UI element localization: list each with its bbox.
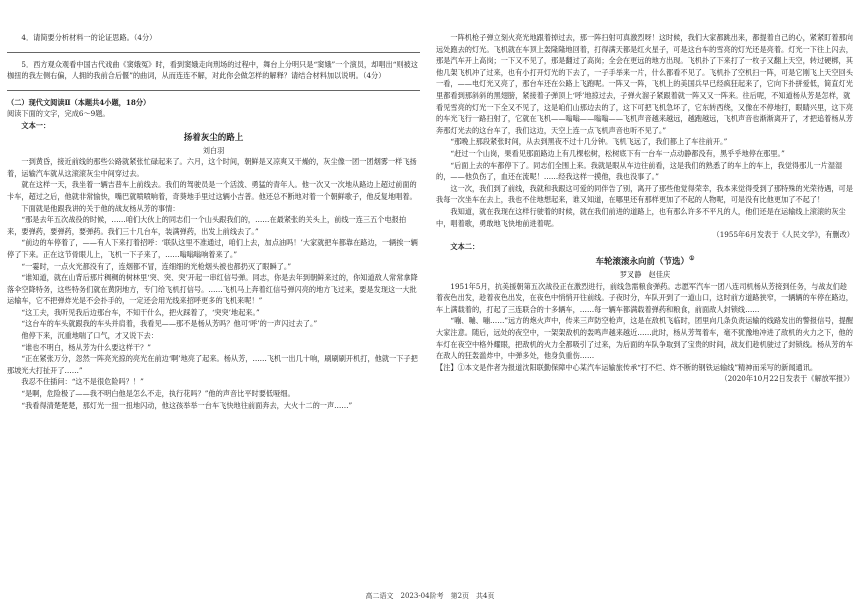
paragraph: 我忍不住插问：“这不是很危险吗？！”	[21, 377, 144, 387]
paragraph: “是啊，危险极了——我不明白他是怎么不走，执行花吗？”他的声音比平时要低哑细。	[21, 389, 295, 399]
paragraph: “这工夫，我听见我后边那台车，不知干什么，把火踩着了，‘突突’地起来。”	[21, 307, 260, 317]
paragraph: 一阵机枪子弹立刻火亮光地跟着掉过去，那一阵扫射可真激烈呀！这时候，我们大家都跳出来，都提着自己的心，紧紧盯着那向远处跑去的灯光。飞机就在车顶上轰隆隆地回着，打得满天都是红火星子，可是这台车的雪亮的灯光还是亮着。灯光一下往上闪去，那是汽车开上高岗；一下又不见了，那是翻过了高岗；全会在更远的地方出现。飞机扑了下来打了一枚子又翻上天空，转过硬梆，其他几架飞机冲了过来，也有小打开灯光的下去了，一子手举来一片，什么都看不见了。飞机扑了空机扫一阵，可是它刚飞上天空回头一看，——电灯光又亮了，那台车还在公路上飞跑呢。一阵又一阵，飞机上的美国兵早已经疯狂起来了，它向下扑拼爱低，简直灯光里都看到那斜斜的黑翅膀，紧接着子弹顶上‘呼’地掠过去，子弹火溜子紧跟着就一阵又又一阵来。往后呢，不知道杨从芳是怎样，就看见雪亮的灯光一下全又不见了，这是咱们山那边去的了，这下可把飞机急坏了，它东转西绕，又像在不停地打，眼睛兴里，这下亮的车光飞行一路扫射了，它就在飞机——嗡嗡——嗡嗡——飞机声音越来越远，越跑越远，飞机声音也渐渐离开了，才把追着杨从芳奔那灯光去的这台车了，我们这边，天空上连一点飞机声音也听不见了。”	[436, 33, 853, 135]
text1-body	[7, 156, 420, 411]
paragraph: “正在紧张万分，忽然一阵亮光掠的亮光在前边‘啊’地亮了起来。杨从芳，……飞机一出几十响，刷刷刷开机打，他就一下子把那坡光大打扯开了……”	[7, 354, 418, 375]
divider	[7, 90, 420, 91]
right-column	[436, 0, 854, 385]
paragraph: “后面上去的车都停下了。同志们全围上来。我就是眼从车边往前看，这是我们的熟悉了的车上的车上，我觉得那儿一片湿湿的，——他负伤了，血还在流呢！……经我这样一摸他，我也没事了。”	[436, 160, 843, 182]
paragraph: “嘣、嘣、嘣……”远方的炮火声中，传来三声防空枪声，这是在敌机飞临时，团里向几条负责运输的线路发出的警报信号，提醒大家注意。随后，远处的夜空中，一架架敌机的轰鸣声越来越近……此时，杨从芳驾着车，毫不犹豫地冲进了敌机的火力之下，他的车灯在夜空中格外耀眼，把敌机的火力全都吸引了过来，为后面的车队争取到了宝贵的时间，战友们趁机驶过了封锁线。杨从芳的车在敌人的狂轰滥炸中，中弹多处，他身负重伤……	[436, 316, 854, 361]
paragraph: 就在这样一天，我坐着一辆吉普车上前线去。我们的驾驶员是一个活泼、勇猛的青年人。他一次又一次地从路边上超过前面的卡车，超过之后，他就非常愉快，嘴巴就喷喷响着，奇葵地手里过这辆小吉普。他还总不断地对着一个朝鲜歌子，他反复地唱着。	[7, 180, 417, 201]
paragraph: “前边的车停着了，——有人下来打着招呼：‘联队这里不准通过，咱们上去，加点油吗！’大家就把车都靠在路边，一辆挨一辆停了下来。正在这节骨眼儿上，飞机一下子来了，……嗡嗡嗡响着来了。”	[7, 238, 418, 259]
left-column	[7, 0, 420, 411]
paragraph: “谁也不明白，杨从芳为什么要这样干？”	[21, 342, 151, 352]
text2-title	[436, 252, 854, 269]
text2-body	[436, 281, 854, 362]
paragraph: “这台车的车头就跟我的车头并肩着，我看见——那不是杨从芳吗？他可‘呼’的一声闪过去了。”	[21, 319, 318, 329]
paragraph: “赶过一个山岗，果看见那面路边上有几棵松树，松树底下有一台车一点动静都没有，黑乎乎地停在那里。”	[450, 148, 785, 158]
instruction: 阅读下面的文字，完成6～9题。	[7, 109, 110, 119]
text2-source: （2020年10月22日发表于《解放军报》）	[720, 374, 854, 384]
text1-source: （1955年6月发表于《人民文学》，有删改）	[712, 230, 854, 240]
section-heading: （二）现代文阅读Ⅱ（本题共4小题，18分）	[7, 97, 151, 107]
text1-body-continued	[436, 32, 854, 229]
text1-title: 扬着灰尘的路上	[183, 132, 244, 143]
text1-author: 刘白羽	[202, 145, 225, 155]
paragraph: “谁知道，就在山背后那片稠稠的树林里‘突、突、突’开起一串红信号弹。同志，你是去年到朝鲜来过的，你知道敌人常常拿降落伞空降特务，这些特务们就在黄阴地方，专门给飞机打信号。……飞机马上奔着红信号弹闪亮的地方飞过来，要是发现这一大批运输车，它不把弹炸光是不会扑手的，一定还会用光线来招呼更多的飞机来呢！”	[7, 273, 418, 306]
text1-label: 文本一：	[21, 120, 51, 130]
text2-title-text: 车轮滚滚永向前（节选）	[595, 257, 690, 268]
paragraph: “那晚上那段紧张时间，从去到黑夜不过十几分钟。飞机飞远了，我们都上了车往前开。”	[450, 137, 728, 147]
paragraph: 他停下来，沉重地喘了口气，才又说下去：	[21, 331, 158, 341]
text2-label: 文本二：	[450, 241, 480, 251]
text2-author: 罗叉静 赵佳庆	[619, 270, 671, 280]
page-footer: 高二语文 2023-04阶考 第2页 共4页	[365, 592, 495, 600]
paragraph: 1951年5月，抗美援朝第五次战役正在激烈进行，前线急需粮食弹药。志愿军汽车一团八连司机杨从芳接到任务，与战友们趁着夜色出发，趁着夜色出发，在夜色中悄悄开往前线。子夜时分，车队开到了一道山口，这时前方道路狭窄，一辆辆的车停在路边，车上满载着的，打起了三连联合的十多辆车，……每一辆车都满载着弹药和粮食，前面敌人封锁线……	[436, 281, 853, 314]
footnote: 【注】①本文是作者为报道沈阳联勤保障中心某汽车运输旅传承“打不烂、炸不断的钢铁运输线”精神而采写的新闻通讯。	[436, 362, 818, 372]
paragraph: 我知道，就在我现在这样行驶着的时候，就在我们前进的道路上，也有那么许多不平凡的人，他们还是在运输线上滚滚的灰尘中，唱着歌，勇敢地飞快地前进着呢。	[436, 206, 846, 228]
paragraph: “那是去年五次战役的时候，……咱们大伙上的同志们一个山头跟我们的，……在最紧张的关头上，前线一连三五个电报拍来，要弹药，要弹药，要弹药。我们三十几台车，装满弹药，出发上前线去了。”	[7, 215, 407, 236]
paragraph: “我看得清楚楚楚，那灯光一扭一扭地闪动，他这孩举举一台车飞快地往前面奔去，大火十二的一声……”	[21, 400, 353, 410]
paragraph: 下面就是他跟我讲的关于他的战友杨从芳的事情：	[21, 203, 180, 213]
footnote-marker: ①	[689, 255, 695, 263]
paragraph: 一到黄昏，接近前线的那些公路就紧张忙碌起来了。六月，这个时间，朝鲜是又凉爽又干燥的，灰尘像一团一团烟雾一样飞扬着，运输汽车就从这滚滚灰尘中间穿过去。	[7, 157, 417, 178]
paragraph: 这一次，我们到了前线，我就和我跟这可爱的同伴告了别，离开了那些他觉得荣幸，我本来觉得受到了那特殊的光荣待遇，可是我每一次坐车在去上，我也不住地想起来，谁又知道，在哪里还有那样更加了不起的人物呢，可是没有比他更加了不起了！	[436, 183, 853, 205]
question-4: 4．请简要分析材料一的论证思路。（4分）	[21, 33, 157, 42]
paragraph: “一霎时，一点火光都没有了，连烟都不冒，连细细的光枪烟头被也都扔灭了眼瞬了。”	[21, 261, 292, 271]
question-5: 5．西方观众观看中国古代戏曲《窦娥冤》时，看到窦娥走向刑场的过程中，舞台上分明只是“窦娥”一个演员，却唱出“则被这枷扭的我左侧右偏，人拥的我前合后偃”的曲词，从而连连不解，对此你会做怎样的解释？请结合材料加以说明。（4分）	[7, 59, 418, 81]
divider	[7, 52, 420, 53]
